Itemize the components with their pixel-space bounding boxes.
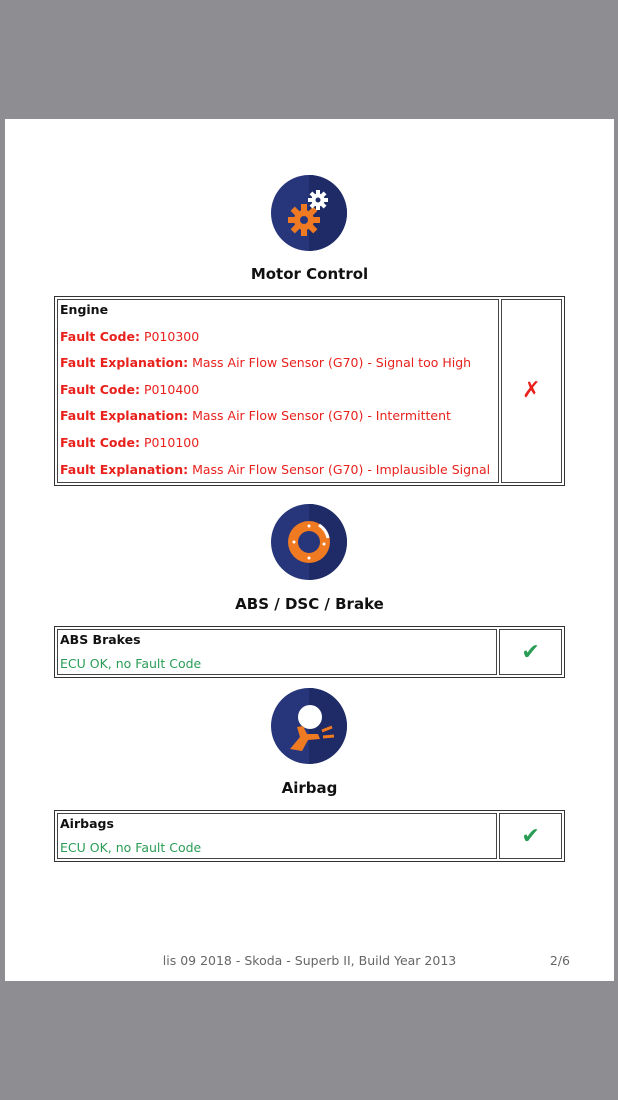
brake-disc-icon [270, 503, 348, 581]
fault-explanation-row: Fault Explanation: Mass Air Flow Sensor (G70) - Signal too High [60, 355, 472, 371]
section-title-motor-control: Motor Control [250, 265, 369, 283]
footer-text: lis 09 2018 - Skoda - Superb II, Build Year 2013 [162, 953, 457, 968]
fault-code: P010400 [143, 381, 200, 397]
engine-details [57, 299, 499, 483]
page-number: 2/6 [549, 953, 570, 968]
fault-explanation: Mass Air Flow Sensor (G70) - Implausible Signal [192, 461, 491, 477]
fault-explanation-row: Fault Explanation: Mass Air Flow Sensor (G70) - Intermittent [60, 408, 451, 424]
abs-details [57, 629, 497, 675]
status-message: ECU OK, no Fault Code [60, 656, 202, 671]
fault-status-icon: ✗ [501, 299, 562, 483]
fault-code-row: Fault Code: P010100 [60, 434, 200, 450]
fault-explanation: Mass Air Flow Sensor (G70) - Intermittent [192, 408, 451, 424]
fault-code-row: Fault Code: P010300 [60, 328, 200, 344]
ok-status-icon: ✔ [499, 813, 562, 859]
fault-code-row: Fault Code: P010400 [60, 381, 200, 397]
fault-explanation: Mass Air Flow Sensor (G70) - Signal too High [192, 355, 472, 371]
abs-report-table [54, 626, 565, 678]
airbag-icon [270, 687, 348, 765]
report-page [5, 119, 614, 981]
engine-gears-icon [270, 174, 348, 252]
component-name: ABS Brakes [60, 632, 141, 647]
airbag-report-table [54, 810, 565, 862]
fault-code: P010300 [143, 328, 200, 344]
engine-report-table [54, 296, 565, 486]
fault-code: P010100 [143, 434, 200, 450]
airbag-details [57, 813, 497, 859]
fault-explanation-row: Fault Explanation: Mass Air Flow Sensor (G70) - Implausible Signal [60, 461, 491, 477]
section-title-abs: ABS / DSC / Brake [235, 595, 384, 613]
status-message: ECU OK, no Fault Code [60, 840, 202, 855]
section-title-airbag: Airbag [281, 779, 338, 797]
component-name: Airbags [60, 816, 114, 831]
component-name: Engine [60, 302, 109, 317]
ok-status-icon: ✔ [499, 629, 562, 675]
